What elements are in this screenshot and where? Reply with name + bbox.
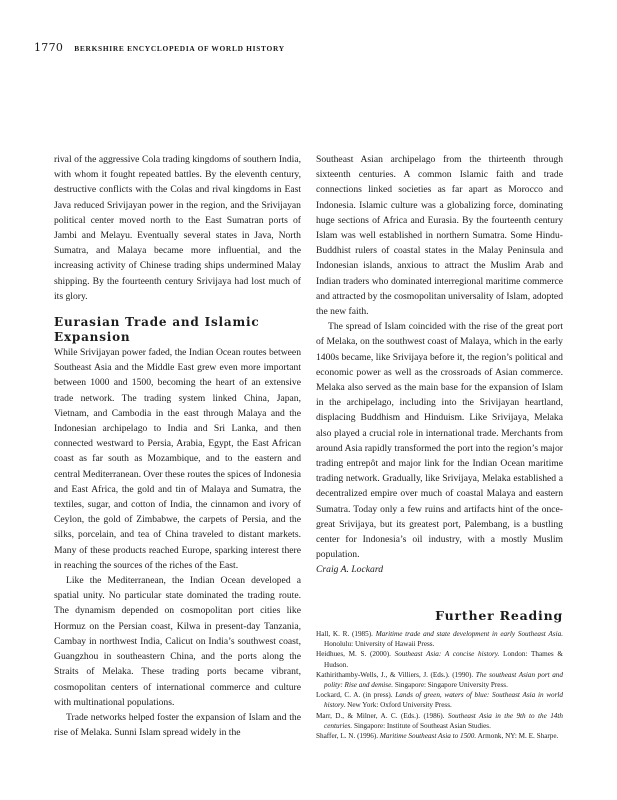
paragraph: The spread of Islam coincided with the rise of the great port of Melaka, on the southwest coast of Malaya, which in the early 1400s became, like Srivijaya before it, the region’s political and economic power as well as the crossroads of Asian commerce. Melaka also served as the main base for the expansion of Islam in the archipelago, including into the Srivijayan heartland, displacing Buddhism and Hinduism. Like Srivijaya, Melaka also played a crucial role in international trade. Merchants from around Asia rapidly transformed the port into the region’s major trading entrepôt and major link for the Indian Ocean maritime trading network. Gradually, like Srivijaya, Melaka established a decentralized empire over much of coastal Malaya and eastern Sumatra. Today only a few ruins and artifacts hint of the once-great Srivijaya, but its greatest port, Palembang, is a bustling center for Indonesia’s oil industry, with a mostly Muslim population. (316, 321, 563, 561)
left-column (54, 152, 301, 740)
paragraph: Like the Mediterranean, the Indian Ocean developed a spatial unity. No particular state dominated the trading route. The dynamism depended on cosmopolitan port cities like Hormuz on the Persian coast, Kilwa in present-day Tanzania, Cambay in northwest India, Calicut on India’s southwest coast, Guangzhou in southeastern China, and the ports along the Straits of Melaka. These trading ports became vibrant, cosmopolitan centers of international commerce and culture with multinational populations. (54, 575, 301, 708)
reference-item: Kathirithamby-Wells, J., & Villiers, J. (Eds.). (1990). The southeast Asian port and polity: Rise and demise. Singapore: Singapore University Press. (316, 670, 563, 689)
reference-item: Marr, D., & Milner, A. C. (Eds.). (1986). Southeast Asia in the 9th to the 14th centuries. Singapore: Institute of Southeast Asian Studies. (316, 711, 563, 730)
paragraph: While Srivijayan power faded, the Indian Ocean routes between Southeast Asia and the Middle East grew even more important between 1000 and 1500, becoming the heart of an extensive trade network. The trading system linked China, Japan, Vietnam, and Cambodia in the east through Malaya and the Indonesian archipelago to India and Sri Lanka, and then connected westward to Persia, Arabia, Egypt, the East African coast as far south as Mozambique, and to the eastern and central Mediterranean. Over these routes the spices of Indonesia and East Africa, the gold and tin of Malaya and Sumatra, the textiles, sugar, and cotton of India, the cinnamon and ivory of Ceylon, the gold of Zimbabwe, the carpets of Persia, and the silks, porcelain, and tea of China traveled to distant markets. Many of these products reached Europe, sparking interest there in reaching the sources of the riches of the East. (54, 347, 301, 571)
reference-item: Lockard, C. A. (in press). Lands of green, waters of blue: Southeast Asia in world history. New York: Oxford University Press. (316, 691, 563, 710)
paragraph: Trade networks helped foster the expansion of Islam and the rise of Melaka. Sunni Islam spread widely in the (54, 711, 301, 739)
reference-item: Heidhues, M. S. (2000). Southeast Asia: A concise history. London: Thames & Hudson. (316, 650, 563, 669)
paragraph: rival of the aggressive Cola trading kingdoms of southern India, with whom it fought repeated battles. By the eleventh century, destructive conflicts with the Colas and rival kingdoms in East Java reduced Srivijayan power in the region, and the Srivijayan political center moved north to the East Sumatran ports of Jambi and Melayu. Eventually several states in Java, North Sumatra, and Malaya became more influential, and the increasing activity of Chinese trading ships undermined Malay shipping. By the fourteenth century Srivijaya had lost much of its glory. (54, 154, 301, 302)
author-byline: Craig A. Lockard (316, 564, 384, 576)
reference-item: Hall, K. R. (1985). Maritime trade and state development in early Southeast Asia. Honolulu: University of Hawaii Press. (316, 629, 563, 649)
running-head (34, 36, 285, 55)
further-reading-heading: Further Reading (435, 607, 563, 623)
section-heading: Eurasian Trade and Islamic Expansion (54, 315, 260, 345)
book-title: BERKSHIRE ENCYCLOPEDIA OF WORLD HISTORY (74, 44, 285, 53)
reference-list (316, 629, 563, 741)
page-number: 1770 (34, 41, 64, 54)
reference-item: Shaffer, L. N. (1996). Maritime Southeast Asia to 1500. Armonk, NY: M. E. Sharpe. (316, 731, 559, 740)
right-column (316, 152, 563, 741)
paragraph: Southeast Asian archipelago from the thirteenth through sixteenth centuries. A common Islamic faith and trade connections linked societies as far apart as Morocco and Indonesia. Islamic culture was a globalizing force, dominating huge sections of Africa and Eurasia. By the fourteenth century Islam was well established in northern Sumatra. Some Hindu-Buddhist rulers of coastal states in the Malay Peninsula and Indonesian islands, anxious to attract the Muslim Arab and Indian traders who dominated interregional maritime commerce and attracted by the cosmopolitan universality of Islam, adopted the new faith. (316, 154, 563, 318)
